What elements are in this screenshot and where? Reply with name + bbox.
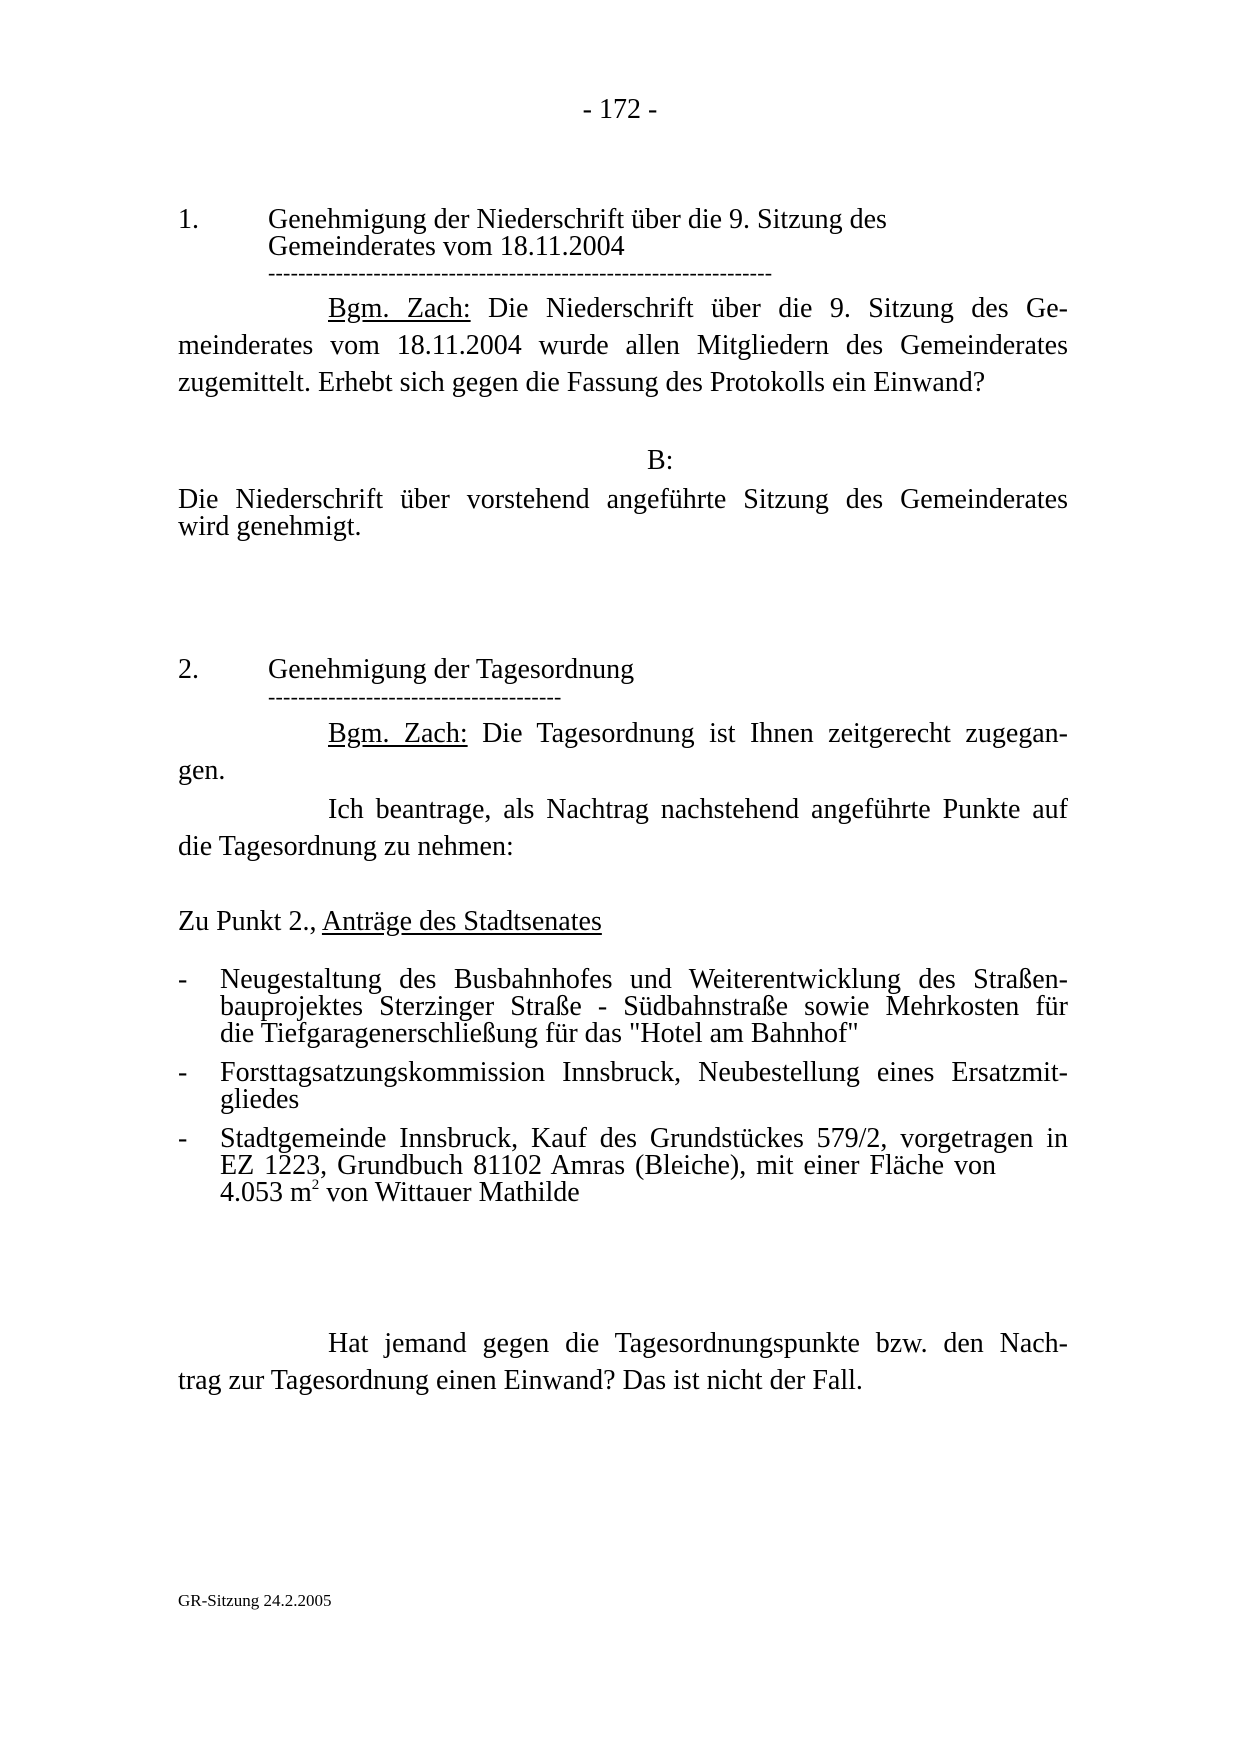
bullet-2-marker: -: [178, 1057, 188, 1088]
bullet-1-line-3: die Tiefgaragenerschließung für das "Hotel am Bahnhof": [220, 1018, 859, 1049]
bullet-1-line-2: bauprojektes Sterzinger Straße - Südbahnstraße sowie Mehrkosten für: [220, 991, 1068, 1022]
item-2-closing: [178, 1325, 1068, 1399]
bullet-3-text: [220, 1125, 1068, 1206]
item-2-closing-line-2: trag zur Tagesordnung einen Einwand? Das ist nicht der Fall.: [178, 1365, 863, 1396]
item-1-number: 1.: [178, 204, 199, 235]
item-1-decision: [178, 486, 1068, 540]
item-1-heading-line-1: Genehmigung der Niederschrift über die 9. Sitzung des: [268, 204, 887, 235]
item-1-separator: -------------------------------------------------------------------: [268, 262, 773, 284]
item-2-closing-line-1: Hat jemand gegen die Tagesordnungspunkte bzw. den Nach-: [328, 1328, 1068, 1359]
item-1-statement-line-2: meinderates vom 18.11.2004 wurde allen Mitgliedern des Gemeinderates: [178, 330, 1068, 361]
item-2-number: 2.: [178, 654, 199, 685]
item-1-heading-line-2: Gemeinderates vom 18.11.2004: [268, 231, 625, 262]
bullet-3-line-3: [220, 1179, 1068, 1206]
bullet-1-text: [220, 966, 1068, 1047]
item-1-statement-line-1: [178, 290, 1068, 327]
item-1-speaker: Bgm. Zach:: [328, 293, 471, 324]
bullet-2-line-1: Forsttagsatzungskommission Innsbruck, Neubestellung eines Ersatzmit-: [220, 1057, 1068, 1088]
item-2-speaker: Bgm. Zach:: [328, 718, 468, 749]
bullet-3-superscript: 2: [311, 1177, 320, 1193]
bullet-3-marker: -: [178, 1123, 188, 1154]
bullet-3-line-1: Stadtgemeinde Innsbruck, Kauf des Grundstückes 579/2, vorgetragen in: [220, 1123, 1068, 1154]
item-1-decision-line-2: wird genehmigt.: [178, 511, 362, 542]
bullet-2-line-2: gliedes: [220, 1084, 300, 1115]
item-1-statement-text-1: Die Niederschrift über die 9. Sitzung des Ge-: [470, 293, 1068, 324]
page-number: - 172 -: [582, 94, 658, 125]
bullet-1-line-1: Neugestaltung des Busbahnhofes und Weiterentwicklung des Straßen-: [220, 964, 1068, 995]
item-2-statement-text-1: Die Tagesordnung ist Ihnen zeitgerecht zugegan-: [467, 718, 1069, 749]
bullet-3-line-3-pre: 4.053 m: [220, 1177, 312, 1208]
bullet-1-marker: -: [178, 964, 188, 995]
item-2-statement: [178, 715, 1068, 789]
item-1-decision-line-1: Die Niederschrift über vorstehend angeführte Sitzung des Gemeinderates: [178, 484, 1068, 515]
item-2-topic-title: Anträge des Stadtsenates: [321, 906, 602, 937]
item-2-heading: Genehmigung der Tagesordnung: [268, 654, 635, 685]
item-2-statement-line-2: gen.: [178, 755, 226, 786]
item-2-request: [178, 791, 1068, 865]
item-1-decision-label: B:: [647, 445, 674, 476]
item-1-statement-line-3: zugemittelt. Erhebt sich gegen die Fassung des Protokolls ein Einwand?: [178, 367, 986, 398]
page-footer: GR-Sitzung 24.2.2005: [178, 1591, 332, 1610]
item-2-statement-line-1: [178, 715, 1068, 752]
bullet-3-line-3-post: von Wittauer Mathilde: [319, 1177, 580, 1208]
item-2-request-line-1: Ich beantrage, als Nachtrag nachstehend angeführte Punkte auf: [328, 794, 1068, 825]
item-2-topic-prefix: Zu Punkt 2.,: [178, 906, 322, 937]
item-2-separator: ---------------------------------------: [268, 686, 562, 708]
bullet-2-text: [220, 1059, 1068, 1113]
item-1-statement: [178, 290, 1068, 401]
item-2-topic: [178, 908, 602, 936]
bullet-3-line-2: EZ 1223, Grundbuch 81102 Amras (Bleiche), mit einer Fläche von: [220, 1150, 996, 1181]
item-2-request-line-2: die Tagesordnung zu nehmen:: [178, 831, 514, 862]
item-1-heading: [268, 206, 887, 260]
